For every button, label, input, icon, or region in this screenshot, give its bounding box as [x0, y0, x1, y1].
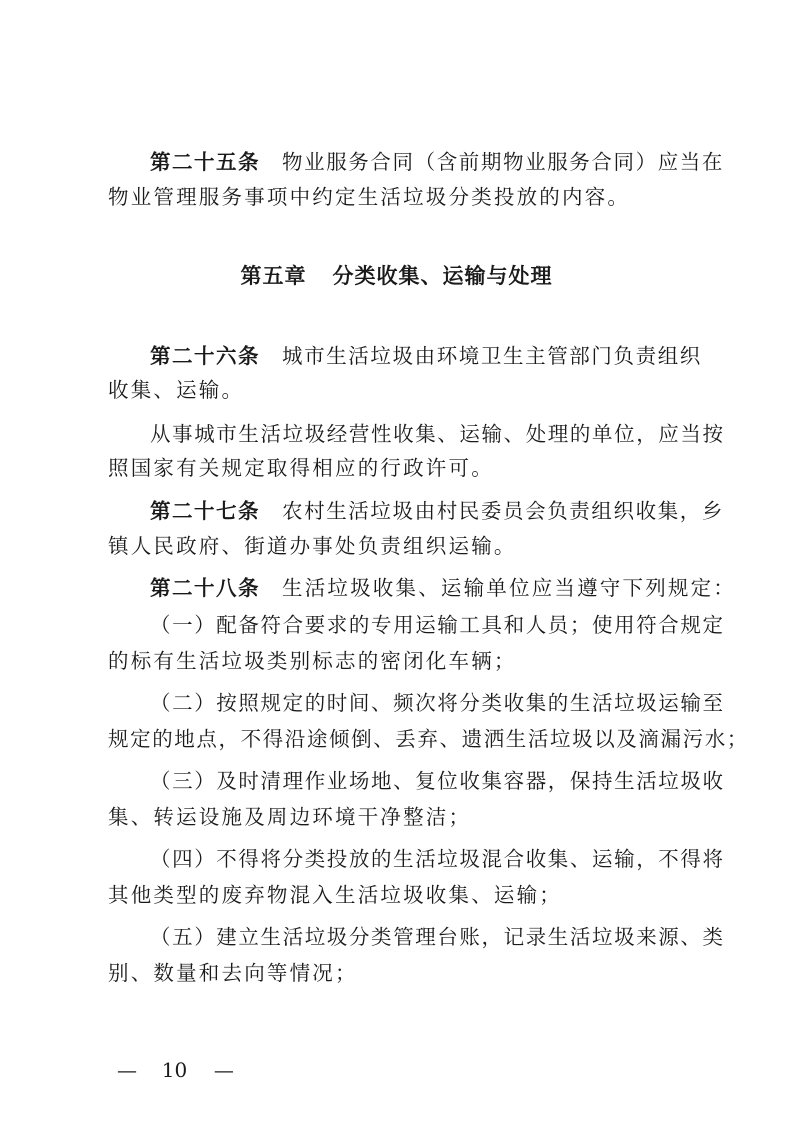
page-number-dash-right: —	[213, 1058, 234, 1082]
article-27-line-2: 镇人民政府、街道办事处负责组织运输。	[108, 534, 517, 558]
chapter-title: 分类收集、运输与处理	[332, 264, 553, 288]
item-1-line-1: （一）配备符合要求的专用运输工具和人员；使用符合规定	[150, 613, 725, 637]
item-1-line-2: 的标有生活垃圾类别标志的密闭化车辆；	[108, 649, 517, 673]
article-26-para2-line-2: 照国家有关规定取得相应的行政许可。	[108, 456, 494, 480]
article-28-line-1	[150, 572, 736, 604]
item-4-line-1: （四）不得将分类投放的生活垃圾混合收集、运输，不得将	[150, 847, 725, 871]
article-25-text-1: 物业服务合同（含前期物业服务合同）应当在	[282, 150, 724, 174]
item-5-line-1: （五）建立生活垃圾分类管理台账，记录生活垃圾来源、类	[150, 925, 725, 949]
article-25-line-1	[150, 146, 724, 178]
article-28-text-1: 生活垃圾收集、运输单位应当遵守下列规定：	[282, 576, 736, 600]
chapter-number: 第五章	[240, 264, 307, 288]
item-3-line-2: 集、转运设施及周边环境干净整洁；	[108, 805, 472, 829]
article-26-line-1	[150, 340, 702, 372]
article-26-label: 第二十六条	[150, 344, 260, 368]
article-25-label: 第二十五条	[150, 150, 260, 174]
article-26-para2-line-1: 从事城市生活垃圾经营性收集、运输、处理的单位，应当按	[150, 422, 725, 446]
article-26-line-2: 收集、运输。	[108, 378, 245, 402]
item-3-line-1: （三）及时清理作业场地、复位收集容器，保持生活垃圾收	[150, 769, 725, 793]
article-27-line-1	[150, 495, 724, 527]
item-2-line-1: （二）按照规定的时间、频次将分类收集的生活垃圾运输至	[150, 691, 725, 715]
article-27-text-1: 农村生活垃圾由村民委员会负责组织收集，乡	[282, 499, 724, 523]
chapter-heading	[0, 260, 793, 292]
page-number	[117, 1056, 232, 1084]
item-2-line-2: 规定的地点，不得沿途倾倒、丢弃、遗洒生活垃圾以及滴漏污水；	[108, 727, 749, 751]
item-4-line-2: 其他类型的废弃物混入生活垃圾收集、运输；	[108, 883, 562, 907]
page-number-value: 10	[161, 1058, 188, 1082]
item-5-line-2: 别、数量和去向等情况；	[108, 961, 358, 985]
article-26-text-1: 城市生活垃圾由环境卫生主管部门负责组织	[282, 344, 702, 368]
article-28-label: 第二十八条	[150, 576, 260, 600]
article-25-line-2: 物业管理服务事项中约定生活垃圾分类投放的内容。	[108, 185, 631, 209]
article-27-label: 第二十七条	[150, 499, 260, 523]
page-number-dash-left: —	[117, 1058, 137, 1082]
